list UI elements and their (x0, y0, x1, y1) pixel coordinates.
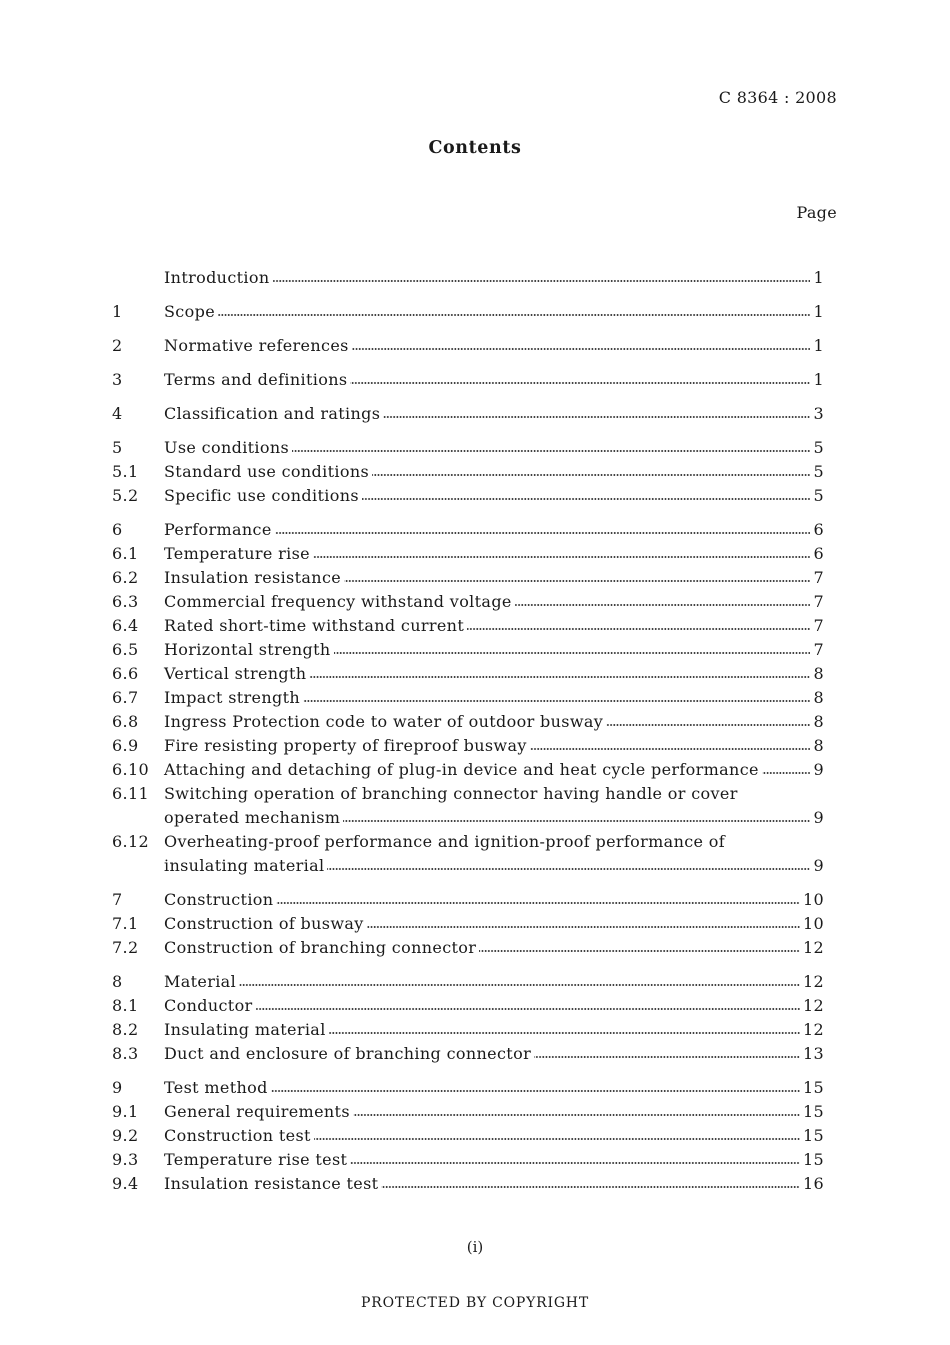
toc-entry-title: Rated short-time withstand current (164, 616, 465, 635)
toc-entry-number: 3 (112, 370, 123, 389)
toc-entry-title: Insulation resistance (164, 568, 342, 587)
toc-entry-title: Construction of busway (164, 914, 364, 933)
toc-entry-page: 10 (802, 914, 824, 933)
toc-entry-page: 1 (813, 336, 824, 355)
toc-entry-page: 8 (813, 736, 824, 755)
toc-entry-page: 15 (802, 1150, 824, 1169)
toc-entry-title: Specific use conditions (164, 486, 359, 505)
toc-entry[interactable] (112, 710, 824, 734)
toc-entry-title: Ingress Protection code to water of outdoor busway (164, 712, 604, 731)
toc-entry-number: 5.1 (112, 462, 139, 481)
toc-entry[interactable] (112, 936, 824, 960)
dot-leader (218, 312, 810, 318)
toc-entry[interactable] (112, 518, 824, 542)
dot-leader (606, 722, 810, 728)
dot-leader (467, 626, 810, 632)
toc-entry[interactable] (112, 638, 824, 662)
toc-entry-number: 6.10 (112, 760, 150, 779)
dot-leader (303, 698, 810, 704)
toc-entry-title: Temperature rise test (164, 1150, 348, 1169)
toc-entry-page: 3 (813, 404, 824, 423)
toc-entry-page: 9 (813, 856, 824, 875)
toc-entry-page: 7 (813, 568, 824, 587)
toc-entry-page: 15 (802, 1078, 824, 1097)
toc-entry-page: 5 (813, 438, 824, 457)
toc-entry-number: 6.12 (112, 832, 150, 851)
toc-entry-page: 8 (813, 712, 824, 731)
dot-leader (381, 1184, 799, 1190)
toc-entry-title: Scope (164, 302, 216, 321)
toc-entry[interactable] (112, 782, 824, 830)
toc-entry-number: 6.3 (112, 592, 139, 611)
dot-leader (313, 554, 811, 560)
toc-entry-number: 8.1 (112, 996, 139, 1015)
toc-entry[interactable] (112, 542, 824, 566)
dot-leader (276, 900, 800, 906)
toc-entry-title: Material (164, 972, 237, 991)
toc-entry-number: 8.2 (112, 1020, 139, 1039)
toc-entry-title: Insulation resistance test (164, 1174, 379, 1193)
toc-entry-number: 9.3 (112, 1150, 139, 1169)
dot-leader (515, 602, 811, 608)
dot-leader (530, 746, 811, 752)
dot-leader (383, 414, 810, 420)
toc-entry-title: Insulating material (164, 1020, 326, 1039)
toc-entry-title: Duct and enclosure of branching connector (164, 1044, 532, 1063)
toc-entry[interactable] (112, 1042, 824, 1066)
dot-leader (479, 948, 800, 954)
toc-entry[interactable] (112, 266, 824, 290)
toc-entry-number: 6.2 (112, 568, 139, 587)
toc-entry-number: 6.4 (112, 616, 139, 635)
dot-leader (256, 1006, 800, 1012)
dot-leader (309, 674, 810, 680)
toc-entry-title: Temperature rise (164, 544, 310, 563)
toc-entry[interactable] (112, 734, 824, 758)
toc-entry-page: 5 (813, 486, 824, 505)
toc-entry-page: 12 (802, 972, 824, 991)
toc-entry-number: 6.11 (112, 784, 150, 803)
toc-entry-page: 1 (813, 370, 824, 389)
toc-entry-page: 6 (813, 520, 824, 539)
toc-entry-number: 9.1 (112, 1102, 139, 1121)
page-title: Contents (428, 138, 522, 158)
toc-entry-title: Overheating-proof performance and ignition-proof performance of (164, 832, 726, 851)
toc-entry-title: Vertical strength (164, 664, 307, 683)
toc-entry-number: 1 (112, 302, 123, 321)
toc-entry-title: Performance (164, 520, 272, 539)
toc-entry-number: 6.9 (112, 736, 139, 755)
toc-entry-title: operated mechanism (164, 808, 341, 827)
toc-entry[interactable] (112, 994, 824, 1018)
toc-entry-title: Conductor (164, 996, 253, 1015)
page-number: (i) (466, 1238, 484, 1256)
toc-entry-page: 8 (813, 688, 824, 707)
toc-entry-number: 9 (112, 1078, 123, 1097)
toc-entry-title: Impact strength (164, 688, 301, 707)
dot-leader (352, 346, 811, 352)
toc-entry-number: 7.2 (112, 938, 139, 957)
toc-entry-page: 10 (802, 890, 824, 909)
toc-entry[interactable] (112, 402, 824, 426)
toc-entry[interactable] (112, 912, 824, 936)
toc-entry-number: 7 (112, 890, 123, 909)
toc-entry-page: 15 (802, 1126, 824, 1145)
toc-entry-title: Terms and definitions (164, 370, 348, 389)
toc-entry-page: 13 (802, 1044, 824, 1063)
toc-entry[interactable] (112, 970, 824, 994)
toc-entry-title: Horizontal strength (164, 640, 331, 659)
toc-entry-title: Classification and ratings (164, 404, 381, 423)
toc-entry-title: Construction of branching connector (164, 938, 477, 957)
toc-entry-title: Normative references (164, 336, 349, 355)
dot-leader (350, 380, 810, 386)
toc-entry-title: Fire resisting property of fireproof busway (164, 736, 527, 755)
toc-entry-page: 12 (802, 996, 824, 1015)
toc-entry[interactable] (112, 436, 824, 460)
dot-leader (273, 278, 811, 284)
toc-entry-title: Construction test (164, 1126, 311, 1145)
toc-entry[interactable] (112, 300, 824, 324)
dot-leader (329, 1030, 800, 1036)
toc-entry-page: 1 (813, 268, 824, 287)
toc-entry[interactable] (112, 1172, 824, 1196)
toc-entry[interactable] (112, 614, 824, 638)
toc-entry-number: 6 (112, 520, 123, 539)
toc-entry[interactable] (112, 484, 824, 508)
toc-entry-title: Commercial frequency withstand voltage (164, 592, 512, 611)
page-column-label: Page (796, 203, 837, 222)
toc-entry-number: 9.2 (112, 1126, 139, 1145)
copyright-notice: PROTECTED BY COPYRIGHT (361, 1295, 589, 1311)
toc-entry[interactable] (112, 888, 824, 912)
dot-leader (275, 530, 811, 536)
dot-leader (762, 770, 811, 776)
toc-entry-title: Use conditions (164, 438, 290, 457)
toc-entry-title: Introduction (164, 268, 270, 287)
toc-entry[interactable] (112, 758, 824, 782)
toc-entry-number: 5 (112, 438, 123, 457)
toc-entry[interactable] (112, 830, 824, 878)
toc-entry[interactable] (112, 1124, 824, 1148)
toc-entry-number: 4 (112, 404, 123, 423)
toc-entry-page: 6 (813, 544, 824, 563)
toc-entry[interactable] (112, 1148, 824, 1172)
dot-leader (271, 1088, 800, 1094)
toc-entry[interactable] (112, 1100, 824, 1124)
dot-leader (343, 818, 810, 824)
toc-entry-number: 9.4 (112, 1174, 139, 1193)
toc-entry-title: Attaching and detaching of plug-in device and heat cycle performance (164, 760, 759, 779)
toc-entry-number: 6.7 (112, 688, 139, 707)
toc-entry-number: 6.5 (112, 640, 139, 659)
toc-entry-number: 2 (112, 336, 123, 355)
dot-leader (239, 982, 800, 988)
toc-entry-title: Switching operation of branching connector having handle or cover (164, 784, 738, 803)
dot-leader (327, 866, 810, 872)
dot-leader (372, 472, 810, 478)
dot-leader (362, 496, 811, 502)
dot-leader (292, 448, 810, 454)
toc-entry-page: 12 (802, 1020, 824, 1039)
toc-entry-number: 6.1 (112, 544, 139, 563)
dot-leader (314, 1136, 800, 1142)
toc-entry-title: Test method (164, 1078, 268, 1097)
toc-entry-page: 7 (813, 592, 824, 611)
dot-leader (344, 578, 810, 584)
toc-entry[interactable] (112, 590, 824, 614)
toc-entry[interactable] (112, 566, 824, 590)
dot-leader (367, 924, 800, 930)
toc-entry-page: 12 (802, 938, 824, 957)
toc-entry[interactable] (112, 334, 824, 358)
toc-entry-number: 5.2 (112, 486, 139, 505)
toc-entry[interactable] (112, 460, 824, 484)
toc-entry[interactable] (112, 662, 824, 686)
toc-entry-title: Construction (164, 890, 274, 909)
toc-entry[interactable] (112, 1018, 824, 1042)
toc-entry-page: 15 (802, 1102, 824, 1121)
dot-leader (350, 1160, 800, 1166)
toc-entry-page: 16 (802, 1174, 824, 1193)
toc-entry-title: insulating material (164, 856, 325, 875)
dot-leader (534, 1054, 800, 1060)
toc-entry-title: Standard use conditions (164, 462, 370, 481)
toc-entry-number: 6.8 (112, 712, 139, 731)
toc-entry-page: 7 (813, 640, 824, 659)
toc-entry-title: General requirements (164, 1102, 350, 1121)
toc-entry-page: 7 (813, 616, 824, 635)
toc-entry-number: 8.3 (112, 1044, 139, 1063)
dot-leader (334, 650, 811, 656)
toc-entry-page: 9 (813, 760, 824, 779)
toc-entry[interactable] (112, 686, 824, 710)
toc-entry-page: 9 (813, 808, 824, 827)
toc-entry[interactable] (112, 1076, 824, 1100)
toc-entry[interactable] (112, 368, 824, 392)
dot-leader (353, 1112, 800, 1118)
toc-entry-number: 6.6 (112, 664, 139, 683)
toc-entry-page: 1 (813, 302, 824, 321)
standard-id: C 8364 : 2008 (718, 88, 837, 107)
toc-entry-number: 8 (112, 972, 123, 991)
toc-entry-page: 8 (813, 664, 824, 683)
toc-entry-number: 7.1 (112, 914, 139, 933)
toc-entry-page: 5 (813, 462, 824, 481)
table-of-contents (112, 266, 824, 1196)
